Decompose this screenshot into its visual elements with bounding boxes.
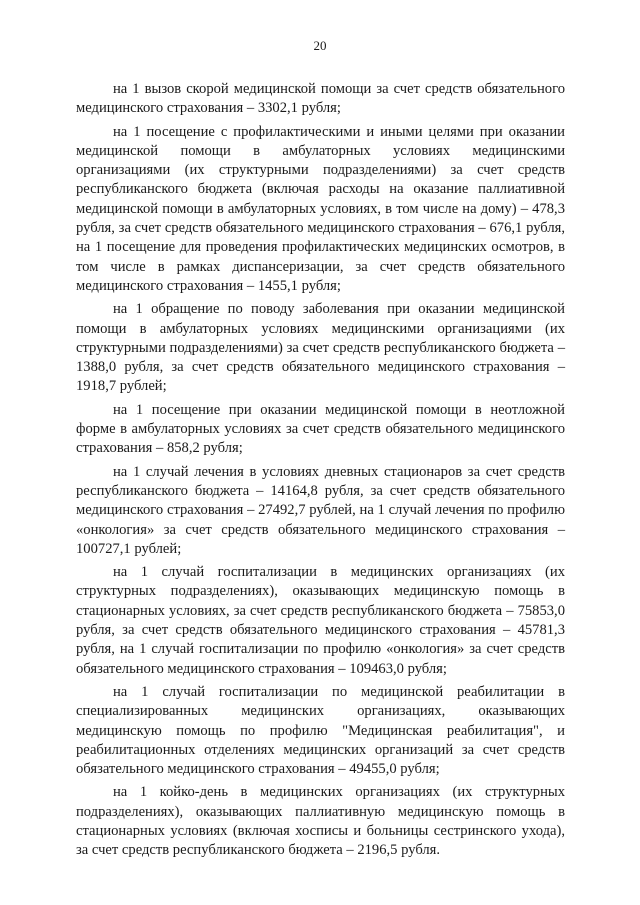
page-number: 20 [313, 38, 327, 53]
paragraph-day-hospital: на 1 случай лечения в условиях дневных стационаров за счет средств республиканского бюджета – 14164,8 рубля, за счет средств обязательного медицинского страхования – 27492,7 рублей, на 1 случай лечения по профилю «онкология» за счет средств обязательного медицинского страхования – 100727,1 рублей; [76, 463, 565, 557]
paragraph-rehabilitation: на 1 случай госпитализации по медицинской реабилитации в специализированных медицинских организациях, оказывающих медицинскую помощь по профилю "Медицинская реабилитация", и реабилитационных отделениях медицинских организаций за счет средств обязательного медицинского страхования – 49455,0 рубля; [76, 683, 565, 778]
paragraph-disease-appeal: на 1 обращение по поводу заболевания при оказании медицинской помощи в амбулаторных условиях медицинскими организациями (их структурными подразделениями) за счет средств республиканского бюджета – 1388,0 рубля, за счет средств обязательного медицинского страхования – 1918,7 рублей; [76, 301, 565, 395]
document-body [76, 80, 565, 865]
paragraph-hospitalization: на 1 случай госпитализации в медицинских организациях (их структурных подразделениях), оказывающих медицинскую помощь в стационарных условиях, за счет средств республиканского бюджета – 75853,0 рубля, за счет средств обязательного медицинского страхования – 45781,3 рубля, на 1 случай госпитализации по профилю «онкология» за счет средств обязательного медицинского страхования – 109463,0 рубля; [76, 564, 565, 677]
paragraph-urgent-visit: на 1 посещение при оказании медицинской помощи в неотложной форме в амбулаторных условиях за счет средств обязательного медицинского страхования – 858,2 рубля; [76, 401, 565, 457]
paragraph-preventive-visit: на 1 посещение с профилактическими и иными целями при оказании медицинской помощи в амбулаторных условиях медицинскими организациями (их структурными подразделениями) за счет средств республиканского бюджета (включая расходы на оказание паллиативной медицинской помощи в амбулаторных условиях, в том числе на дому) – 478,3 рубля, за счет средств обязательного медицинского страхования – 676,1 рубля, на 1 посещение для проведения профилактических медицинских осмотров, в том числе в рамках диспансеризации, за счет средств обязательного медицинского страхования – 1455,1 рубля; [76, 123, 565, 294]
paragraph-ambulance-call: на 1 вызов скорой медицинской помощи за счет средств обязательного медицинского страхования – 3302,1 рубля; [76, 81, 565, 117]
paragraph-palliative-bed-day: на 1 койко-день в медицинских организациях (их структурных подразделениях), оказывающих паллиативную медицинскую помощь в стационарных условиях (включая хосписы и больницы сестринского ухода), за счет средств республиканского бюджета – 2196,5 рубля. [76, 784, 565, 859]
